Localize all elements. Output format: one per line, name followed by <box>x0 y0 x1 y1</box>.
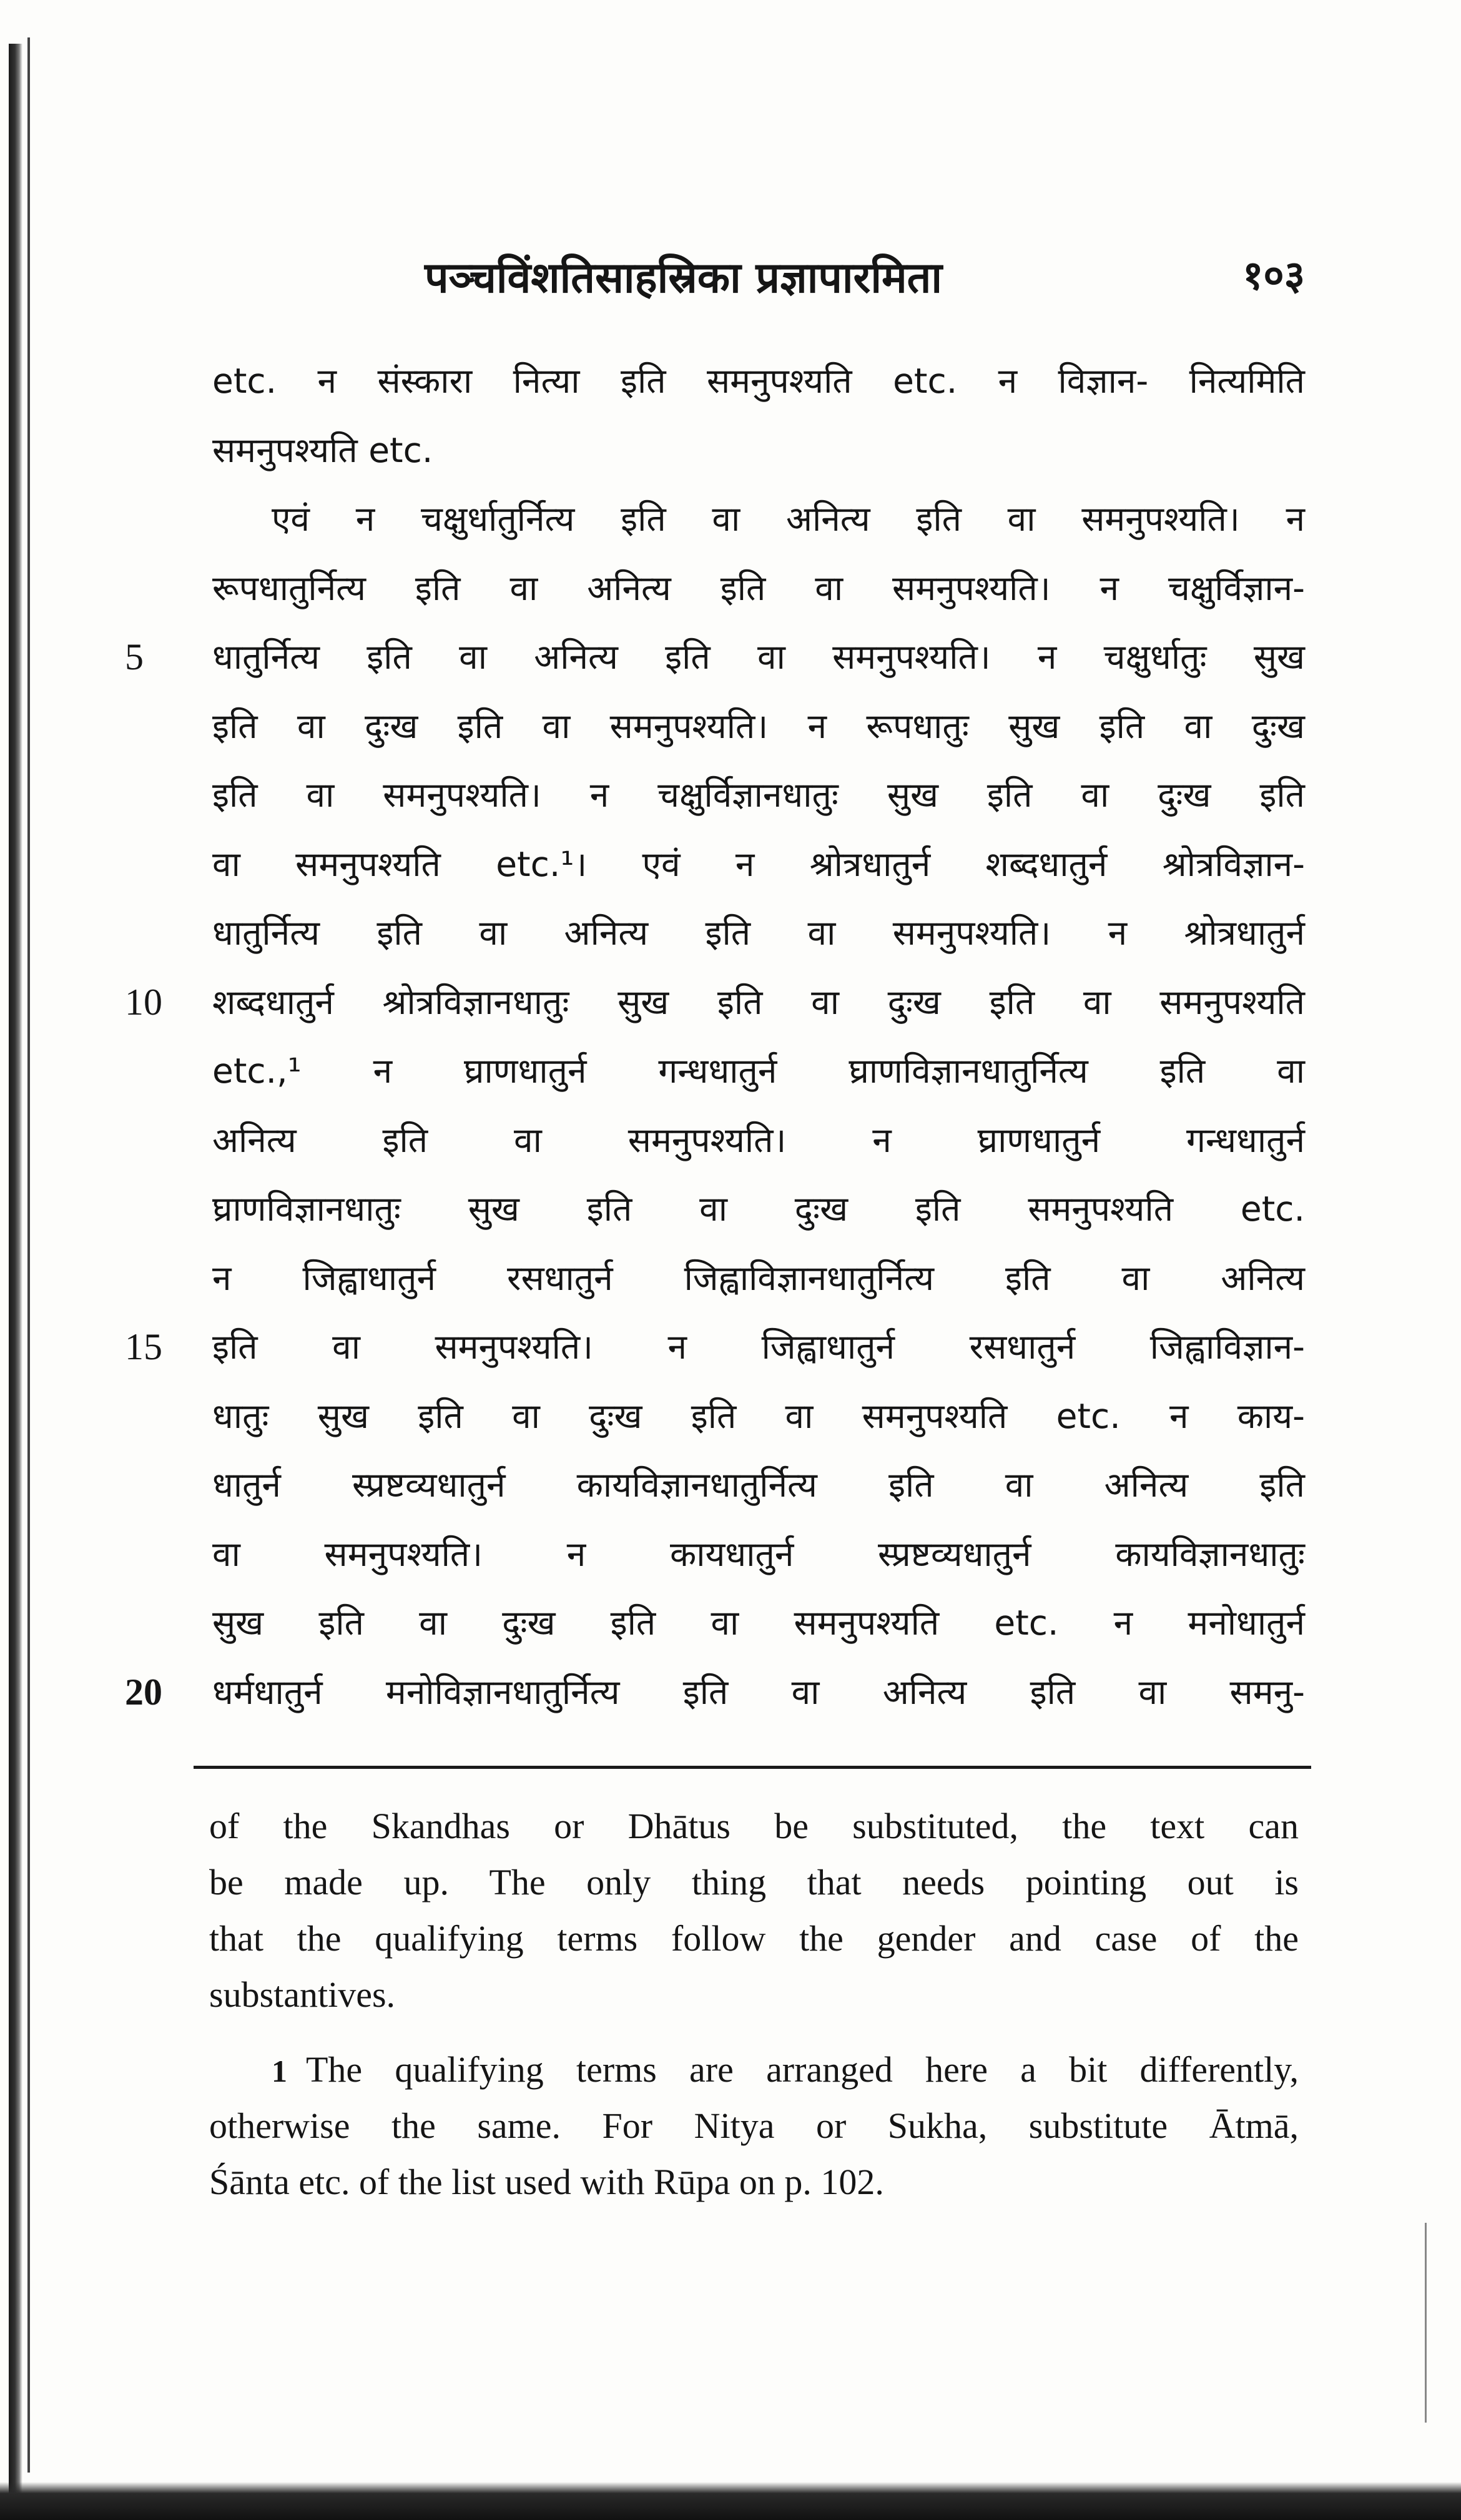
text-line: एवं न चक्षुर्धातुर्नित्य इति वा अनित्य इति वा समनुपश्यति। न <box>272 499 1305 539</box>
text-line: वा समनुपश्यति etc.¹। एवं न श्रोत्रधातुर्न शब्दधातुर्न श्रोत्रविज्ञान- <box>212 844 1305 884</box>
footnote-continuation-line: be made up. The only thing that needs pointing out is <box>209 1862 1299 1902</box>
line-number-15: 15 <box>125 1326 162 1367</box>
text-line: धातुर्नित्य इति वा अनित्य इति वा समनुपश्यति। न चक्षुर्धातुः सुख <box>212 637 1305 677</box>
footnote-1-line: otherwise the same. For Nitya or Sukha, substitute Ātmā, <box>209 2105 1299 2146</box>
text-line: इति वा समनुपश्यति। न जिह्वाधातुर्न रसधातुर्न जिह्वाविज्ञान- <box>212 1327 1305 1367</box>
footnote-1-line: Śānta etc. of the list used with Rūpa on p. 102. <box>209 2162 884 2202</box>
text-line: शब्दधातुर्न श्रोत्रविज्ञानधातुः सुख इति वा दुःख इति वा समनुपश्यति <box>212 982 1305 1022</box>
main-text <box>212 347 1305 1726</box>
footnote-continuation-line: of the Skandhas or Dhātus be substituted, the text can <box>209 1806 1299 1846</box>
page-edge-mark <box>1425 2223 1427 2423</box>
text-line: अनित्य इति वा समनुपश्यति। न घ्राणधातुर्न गन्धधातुर्न <box>212 1120 1305 1160</box>
footnote-1-text: The qualifying terms are arranged here a bit differently, <box>306 2049 1299 2090</box>
binding-shadow-left <box>9 44 22 2504</box>
text-line: धातुर्नित्य इति वा अनित्य इति वा समनुपश्यति। न श्रोत्रधातुर्न <box>212 913 1305 953</box>
running-header <box>187 247 1305 309</box>
binding-line-left <box>27 37 30 2473</box>
text-line: न जिह्वाधातुर्न रसधातुर्न जिह्वाविज्ञानधातुर्नित्य इति वा अनित्य <box>212 1258 1305 1298</box>
footnote-1-line <box>209 2042 1299 2098</box>
text-line: धर्मधातुर्न मनोविज्ञानधातुर्नित्य इति वा अनित्य इति वा समनु- <box>212 1671 1305 1712</box>
footnote-continuation-line: that the qualifying terms follow the gender and case of the <box>209 1918 1299 1959</box>
footnote-continuation-line: substantives. <box>209 1974 396 2015</box>
line-number-10: 10 <box>125 981 162 1023</box>
text-line: घ्राणविज्ञानधातुः सुख इति वा दुःख इति समनुपश्यति etc. <box>212 1189 1305 1229</box>
text-line: etc.,¹ न घ्राणधातुर्न गन्धधातुर्न घ्राणविज्ञानधातुर्नित्य इति वा <box>212 1051 1305 1091</box>
binding-shadow-bottom <box>0 2482 1461 2520</box>
text-line: इति वा समनुपश्यति। न चक्षुर्विज्ञानधातुः सुख इति वा दुःख इति <box>212 775 1305 815</box>
text-line: धातुर्न स्प्रष्टव्यधातुर्न कायविज्ञानधातुर्नित्य इति वा अनित्य इति <box>212 1465 1305 1505</box>
footnote-1-number: 1 <box>272 2054 287 2089</box>
footnotes <box>209 1798 1299 2210</box>
text-line: समनुपश्यति etc. <box>212 430 433 470</box>
text-line: इति वा दुःख इति वा समनुपश्यति। न रूपधातुः सुख इति वा दुःख <box>212 706 1305 746</box>
line-number-5: 5 <box>125 636 144 677</box>
footnote-separator-rule <box>194 1766 1311 1769</box>
page-number: १०३ <box>1242 253 1305 299</box>
text-line: सुख इति वा दुःख इति वा समनुपश्यति etc. न मनोधातुर्न <box>212 1603 1305 1643</box>
text-line: etc. न संस्कारा नित्या इति समनुपश्यति etc. न विज्ञान- नित्यमिति <box>212 361 1305 401</box>
text-line: धातुः सुख इति वा दुःख इति वा समनुपश्यति etc. न काय- <box>212 1395 1305 1436</box>
line-number-20: 20 <box>125 1671 162 1713</box>
running-title: पञ्चविंशतिसाहस्रिका प्रज्ञापारमिता <box>425 253 942 303</box>
text-line: रूपधातुर्नित्य इति वा अनित्य इति वा समनुपश्यति। न चक्षुर्विज्ञान- <box>212 568 1305 608</box>
text-line: वा समनुपश्यति। न कायधातुर्न स्प्रष्टव्यधातुर्न कायविज्ञानधातुः <box>212 1533 1305 1574</box>
